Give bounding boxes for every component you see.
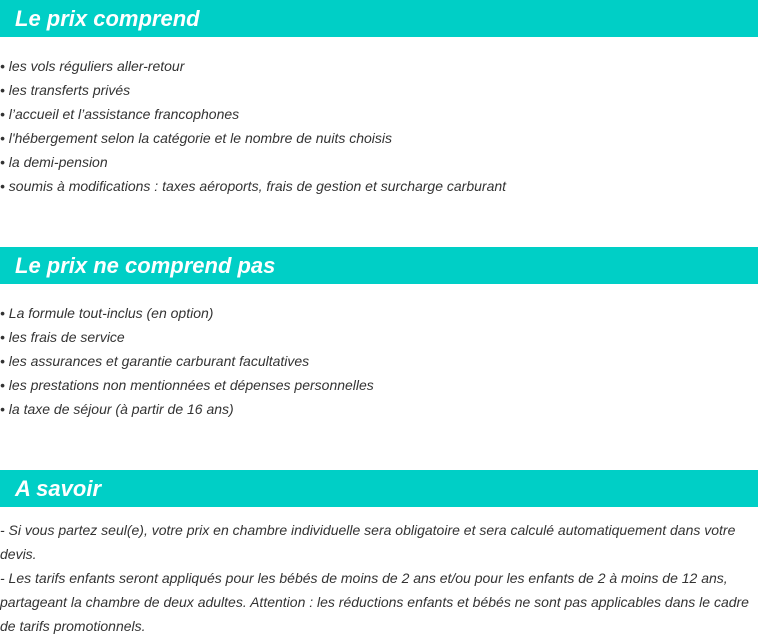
- section-title-good-to-know: A savoir: [15, 476, 102, 501]
- section-header-good-to-know: [0, 470, 758, 507]
- list-item: • l'hébergement selon la catégorie et le nombre de nuits choisis: [0, 130, 393, 146]
- list-item: • les transferts privés: [0, 82, 131, 98]
- list-item: • soumis à modifications : taxes aéroports, frais de gestion et surcharge carburant: [0, 178, 507, 194]
- list-item: • l’accueil et l’assistance francophones: [0, 106, 240, 122]
- section-header-not-included: [0, 247, 758, 284]
- info-paragraph: - Les tarifs enfants seront appliqués pour les bébés de moins de 2 ans et/ou pour les enfants de 2 à moins de 12 ans, partageant la chambre de deux adultes. Attention : les réductions enfants et bébés ne sont pas applicables dans le cadre de tarifs promotionnels.: [0, 570, 749, 634]
- list-item: • les prestations non mentionnées et dépenses personnelles: [0, 377, 374, 393]
- not-included-list: [0, 301, 374, 421]
- list-item: • les assurances et garantie carburant facultatives: [0, 353, 310, 369]
- section-header-included: [0, 0, 758, 37]
- list-item: • la taxe de séjour (à partir de 16 ans): [0, 401, 234, 417]
- list-item: • la demi-pension: [0, 154, 108, 170]
- list-item: • les vols réguliers aller-retour: [0, 58, 185, 74]
- section-title-not-included: Le prix ne comprend pas: [15, 253, 276, 278]
- info-paragraph: - Si vous partez seul(e), votre prix en chambre individuelle sera obligatoire et sera calculé automatiquement dans votre devis.: [0, 522, 736, 562]
- list-item: • La formule tout-inclus (en option): [0, 305, 214, 321]
- section-title-included: Le prix comprend: [15, 6, 200, 31]
- good-to-know-text: [0, 518, 756, 638]
- included-list: [0, 54, 506, 198]
- list-item: • les frais de service: [0, 329, 125, 345]
